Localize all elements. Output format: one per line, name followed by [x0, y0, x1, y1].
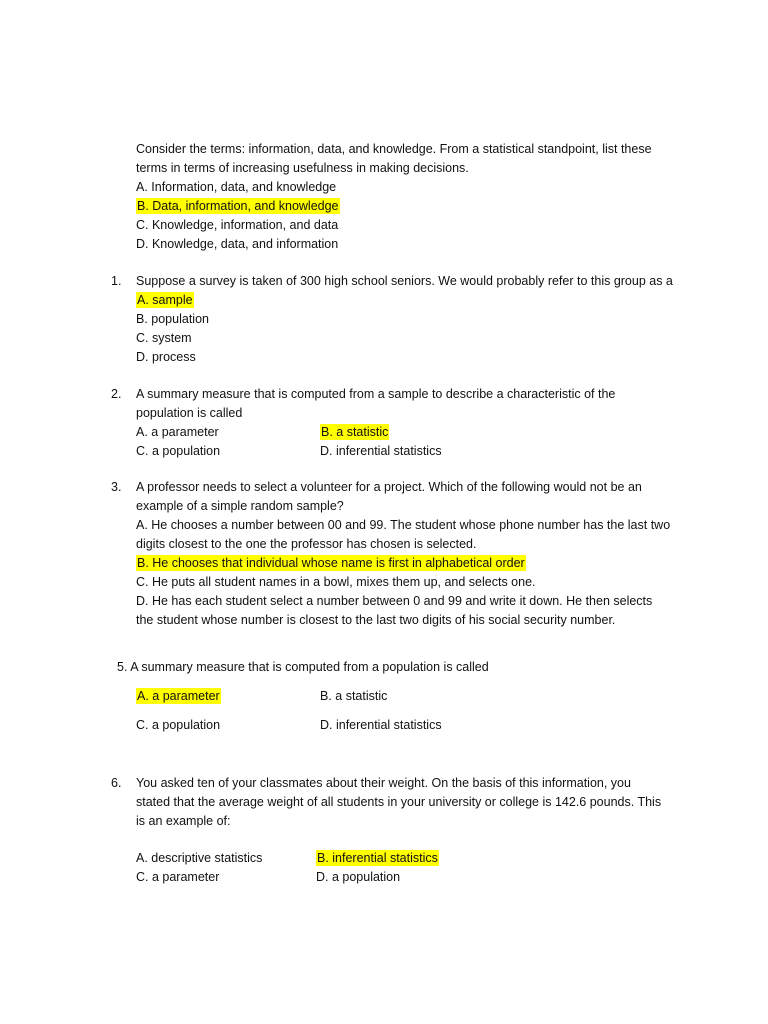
- highlighted-answer: B. He chooses that individual whose name is first in alphabetical order: [137, 556, 525, 570]
- answer-option: digits closest to the one the professor has chosen is selected.: [136, 537, 477, 551]
- highlighted-answer: B. inferential statistics: [317, 851, 438, 865]
- answer-row: [136, 423, 696, 442]
- question-text: You asked ten of your classmates about their weight. On the basis of this information, you: [136, 776, 631, 790]
- highlighted-answer: A. sample: [137, 293, 193, 307]
- answer-option: D. process: [136, 350, 196, 364]
- answer-option: C. a population: [136, 444, 221, 458]
- question-6: [136, 774, 696, 831]
- answer-option: the student whose number is closest to the last two digits of his social security number.: [136, 613, 616, 627]
- question-text: Consider the terms: information, data, and knowledge. From a statistical standpoint, list these: [136, 142, 652, 156]
- answer-option: D. Knowledge, data, and information: [136, 237, 339, 251]
- answer-option: B. population: [136, 312, 209, 326]
- answer-option: D. a population: [316, 870, 401, 884]
- answer-option: A. descriptive statistics: [136, 851, 263, 865]
- answer-option-correct: [316, 849, 576, 868]
- answer-option-correct: [136, 197, 696, 216]
- answer-option: C. system: [136, 331, 192, 345]
- answer-option: C. Knowledge, information, and data: [136, 218, 339, 232]
- answer-option-correct: [320, 423, 580, 442]
- question-number: 6.: [111, 776, 122, 790]
- question-5-row-2: [136, 716, 696, 735]
- question-text: Suppose a survey is taken of 300 high school seniors. We would probably refer to this group as a: [136, 274, 673, 288]
- answer-option: C. a population: [136, 718, 221, 732]
- answer-row: [136, 868, 696, 887]
- question-3: [136, 478, 696, 630]
- question-5: [136, 687, 696, 706]
- answer-option-correct: [136, 554, 696, 573]
- question-number: 1.: [111, 274, 122, 288]
- answer-row: [136, 716, 696, 735]
- highlighted-answer: B. Data, information, and knowledge: [137, 199, 339, 213]
- answer-option: D. He has each student select a number between 0 and 99 and write it down. He then selects: [136, 594, 653, 608]
- highlighted-answer: B. a statistic: [321, 425, 389, 439]
- intro-question: [136, 140, 696, 254]
- question-5-text: 5. A summary measure that is computed from a population is called: [117, 660, 489, 674]
- answer-option: D. inferential statistics: [320, 444, 442, 458]
- answer-option: A. He chooses a number between 00 and 99. The student whose phone number has the last two: [136, 518, 671, 532]
- answer-row: [136, 849, 696, 868]
- question-number: 2.: [111, 387, 122, 401]
- highlighted-answer: A. a parameter: [137, 689, 220, 703]
- question-number: 3.: [111, 480, 122, 494]
- question-text: A professor needs to select a volunteer for a project. Which of the following would not be an: [136, 480, 642, 494]
- question-text: A summary measure that is computed from a sample to describe a characteristic of the: [136, 387, 616, 401]
- question-text: terms in terms of increasing usefulness in making decisions.: [136, 161, 469, 175]
- question-2: [136, 385, 696, 461]
- answer-option-correct: [136, 291, 696, 310]
- question-6-options: [136, 849, 696, 887]
- question-text: is an example of:: [136, 814, 231, 828]
- question-text: stated that the average weight of all students in your university or college is 142.6 pounds. This: [136, 795, 662, 809]
- question-1: [136, 272, 696, 367]
- answer-option: C. a parameter: [136, 870, 220, 884]
- answer-option: A. a parameter: [136, 425, 219, 439]
- question-text: example of a simple random sample?: [136, 499, 344, 513]
- answer-option: B. a statistic: [320, 689, 388, 703]
- answer-option: C. He puts all student names in a bowl, mixes them up, and selects one.: [136, 575, 536, 589]
- answer-option: A. Information, data, and knowledge: [136, 180, 337, 194]
- answer-option: D. inferential statistics: [320, 718, 442, 732]
- question-text: population is called: [136, 406, 243, 420]
- answer-row: [136, 687, 696, 706]
- answer-option-correct: [136, 687, 320, 706]
- answer-row: [136, 442, 696, 461]
